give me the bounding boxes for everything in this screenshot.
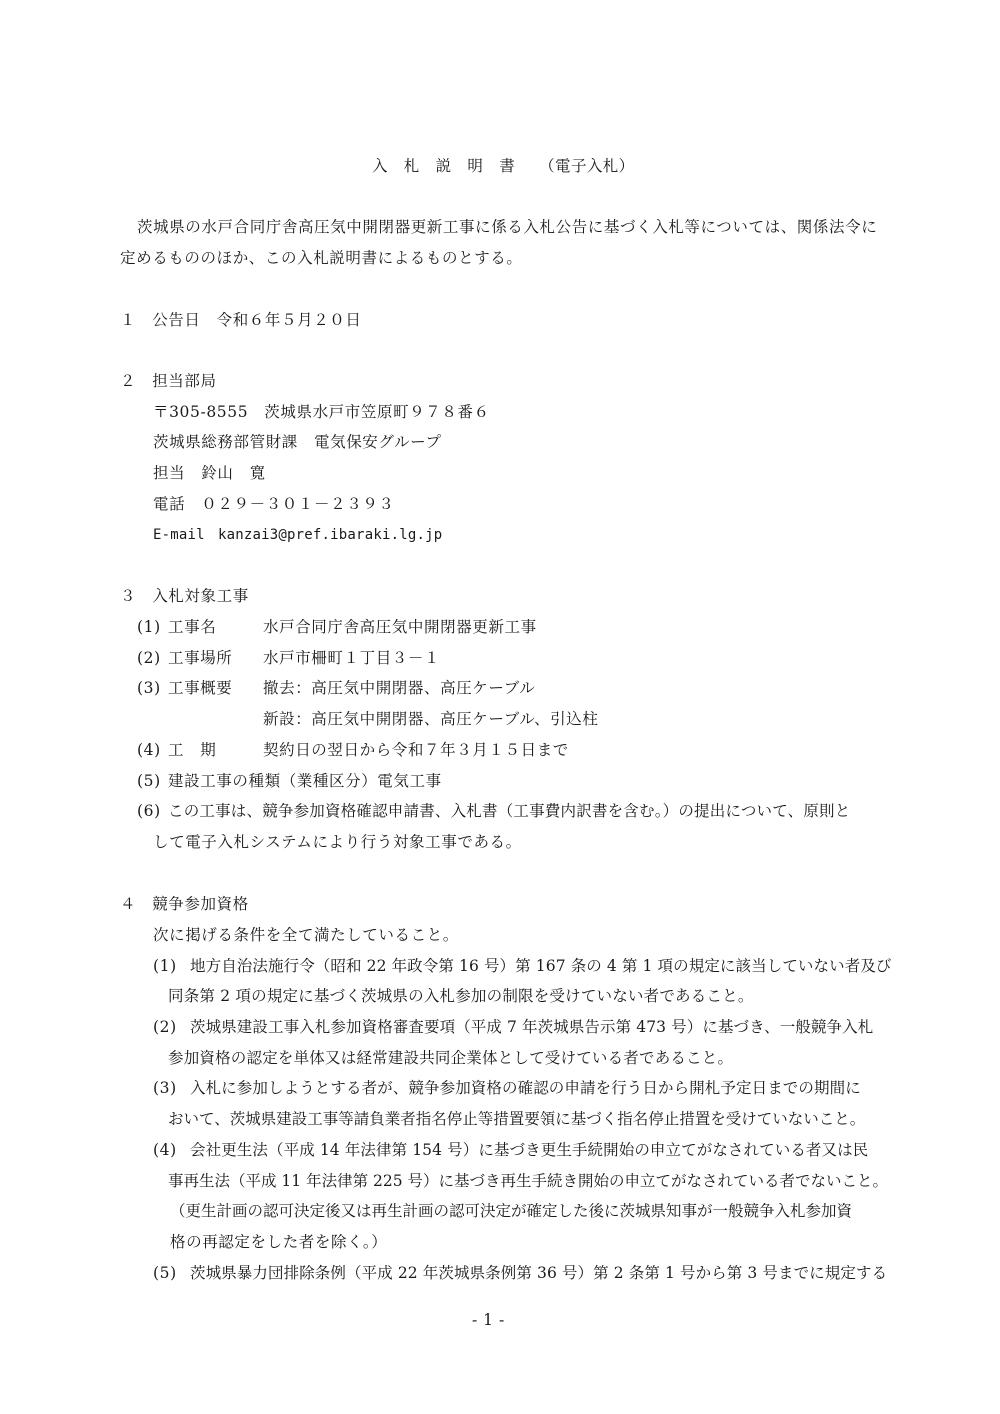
s3-item-2-num: (2) [137,649,161,667]
section-3-heading: ３ 入札対象工事 [120,587,249,605]
s4-item-2-line-1: 茨城県建設工事入札参加資格審査要項（平成 7 年茨城県告示第 473 号）に基づき、一般競争入札 [190,1018,874,1036]
s4-item-5-line-1: 茨城県暴力団排除条例（平成 22 年茨城県条例第 36 号）第 2 条第 1 号から第 3 号までに規定する [190,1264,888,1282]
s3-item-1-label: 工事名 [168,618,217,636]
s3-item-4-label: 工 期 [168,741,217,759]
s3-item-1-num: (1) [137,618,161,636]
s3-item-6-num: (6) [137,802,161,820]
page-number: - 1 - [472,1311,505,1329]
s4-item-4-line-4: 格の再認定をした者を除く。） [170,1233,388,1251]
s3-item-2-value: 水戸市柵町１丁目３－１ [263,649,441,667]
document-title: 入 札 説 明 書 （電子入札） [372,157,635,175]
s4-item-3-line-2: おいて、茨城県建設工事等請負業者指名停止等措置要領に基づく指名停止措置を受けていないこと。 [168,1110,866,1128]
s3-item-3-value: 撤去：高圧気中開閉器、高圧ケーブル [263,679,536,697]
intro-line-1: 茨城県の水戸合同庁舎高圧気中開閉器更新工事に係る入札公告に基づく入札等については、関係法令に [137,218,878,236]
contact-email-label: E-mail [153,527,205,543]
contact-department: 茨城県総務部管財課 電気保安グループ [153,433,442,451]
s4-lead: 次に掲げる条件を全て満たしていること。 [153,926,459,944]
contact-postal-address: 〒305-8555 茨城県水戸市笠原町９７８番６ [153,403,490,421]
s4-item-2-num: (2) [153,1018,177,1036]
s4-item-2-line-2: 参加資格の認定を単体又は経常建設共同企業体として受けている者であること。 [168,1049,734,1067]
s3-item-5-text: 建設工事の種類（業種区分）電気工事 [168,772,442,790]
s4-item-4-line-3: （更生計画の認可決定後又は再生計画の認可決定が確定した後に茨城県知事が一般競争入札参加資 [170,1202,853,1220]
s4-item-5-num: (5) [153,1264,177,1282]
section-2-heading: ２ 担当部局 [120,372,217,390]
s3-item-4-value: 契約日の翌日から令和７年３月１５日まで [263,741,569,759]
s4-item-4-line-2: 事再生法（平成 11 年法律第 225 号）に基づき再生手続き開始の申立てがなされている者でないこと。 [168,1172,889,1190]
contact-person: 担当 鈴山 寛 [153,464,266,482]
s4-item-1-num: (1) [153,957,177,975]
s4-item-4-line-1: 会社更生法（平成 14 年法律第 154 号）に基づき更生手続開始の申立てがなされている者又は民 [190,1141,869,1159]
section-1-heading: １ 公告日 令和６年５月２０日 [120,311,362,329]
s4-item-3-line-1: 入札に参加しようとする者が、競争参加資格の確認の申請を行う日から開札予定日までの期間に [190,1079,861,1097]
s4-item-4-num: (4) [153,1141,177,1159]
s3-item-3-num: (3) [137,679,161,697]
section-4-heading: ４ 競争参加資格 [120,895,249,913]
s3-item-6-text-2: して電子入札システムにより行う対象工事である。 [153,833,522,851]
s4-item-1-line-1: 地方自治法施行令（昭和 22 年政令第 16 号）第 167 条の 4 第 1 項の規定に該当していない者及び [190,957,892,975]
contact-phone: 電話 ０２９－３０１－２３９３ [153,495,395,513]
s3-item-1-value: 水戸合同庁舎高圧気中開閉器更新工事 [263,618,537,636]
s3-item-3-value-2: 新設：高圧気中開閉器、高圧ケーブル、引込柱 [263,710,599,728]
s3-item-3-label: 工事概要 [168,679,233,697]
s3-item-6-text: この工事は、競争参加資格確認申請書、入札書（工事費内訳書を含む。）の提出について、原則と [168,802,851,820]
s4-item-3-num: (3) [153,1079,177,1097]
intro-line-2: 定めるもののほか、この入札説明書によるものとする。 [120,249,523,267]
s3-item-2-label: 工事場所 [168,649,233,667]
s4-item-1-line-2: 同条第 2 項の規定に基づく茨城県の入札参加の制限を受けていない者であること。 [168,987,754,1005]
s3-item-4-num: (4) [137,741,161,759]
s3-item-5-num: (5) [137,772,161,790]
contact-email[interactable]: kanzai3@pref.ibaraki.lg.jp [218,527,443,543]
